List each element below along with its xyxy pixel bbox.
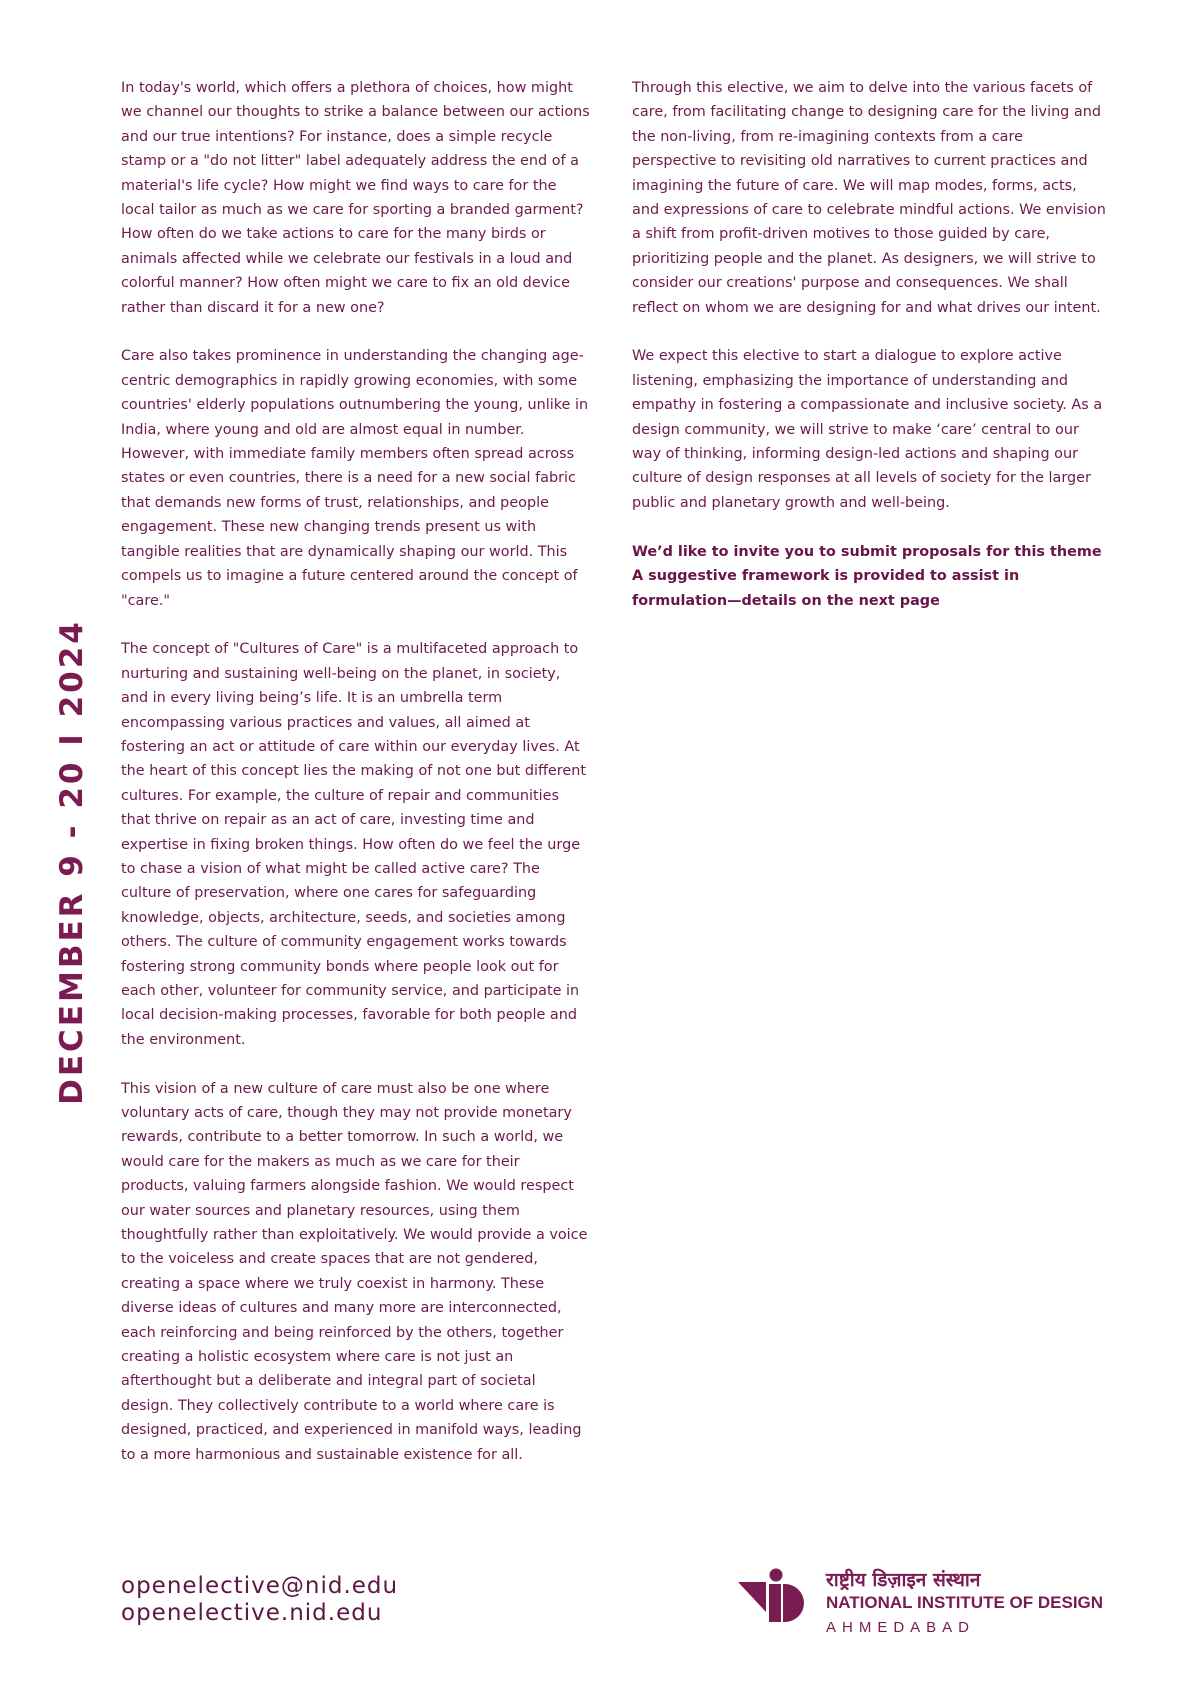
contact-block <box>121 1573 398 1627</box>
vision-paragraph: This vision of a new culture of care must also be one where voluntary acts of care, though they may not provide monetary rewards, contribute to a better tomorrow. In such a world, we would care for the makers as much as we care for their products, valuing farmers alongside fashion. We would respect our water sources and planetary resources, using them thoughtfully rather than exploitatively. We would provide a voice to the voiceless and create spaces that are not gendered, creating a space where we truly coexist in harmony. These diverse ideas of cultures and many more are interconnected, each reinforcing and being reinforced by the others, together creating a holistic ecosystem where care is not just an afterthought but a deliberate and integral part of societal design. They collectively contribute to a world where care is designed, practiced, and experienced in manifold ways, leading to a more harmonious and sustainable existence for all. <box>121 1080 588 1463</box>
contact-website-link[interactable]: openelective.nid.edu <box>121 1600 383 1626</box>
demographics-paragraph: Care also takes prominence in understanding the changing age-centric demographics in rapidly growing economies, with some countries' elderly populations outnumbering the young, unlike in India, where young and old are almost equal in number. However, with immediate family members often spread across states or even countries, there is a need for a new social fabric that demands new forms of trust, relationships, and people engagement. These new changing trends present us with tangible realities that are dynamically shaping our world. This compels us to imagine a future centered around the concept of "care." <box>121 348 589 609</box>
dialogue-paragraph: We expect this elective to start a dialogue to explore active listening, emphasizing the importance of understanding and empathy in fostering a compassionate and inclusive society. As a design community, we will strive to make ‘care’ central to our way of thinking, informing design-led actions and shaping our culture of design responses at all levels of society for the larger public and planetary growth and well-being. <box>632 348 1103 511</box>
contact-email-link[interactable]: openelective@nid.edu <box>121 1573 399 1599</box>
intro-paragraph: In today's world, which offers a plethora of choices, how might we channel our thoughts to strike a balance between our actions and our true intentions? For instance, does a simple recycle stamp or a "do not litter" label adequately address the end of a material's life cycle? How might we find ways to care for the local tailor as much as we care for sporting a branded garment? How often do we take actions to care for the many birds or animals affected while we celebrate our festivals in a loud and colorful manner? How often might we care to fix an old device rather than discard it for a new one? <box>121 80 590 316</box>
logo-city: AHMEDABAD <box>826 1619 976 1636</box>
logo-hindi-name: राष्ट्रीय डिज़ाइन संस्थान <box>826 1569 981 1591</box>
left-text-column <box>121 76 591 1492</box>
elective-aim-paragraph: Through this elective, we aim to delve into the various facets of care, from facilitating change to designing care for the living and the non-living, from re-imagining contexts from a care perspective to revisiting old narratives to current practices and imagining the future of care. We will map modes, forms, acts, and expressions of care to celebrate mindful actions. We envision a shift from profit-driven motives to those guided by care, prioritizing people and the planet. As designers, we will strive to consider our creations' purpose and consequences. We shall reflect on whom we are designing for and what drives our intent. <box>632 80 1106 316</box>
event-dates: DECEMBER 9 - 20 I 2024 <box>54 619 90 1105</box>
nid-logo <box>738 1568 1104 1648</box>
cultures-of-care-paragraph: The concept of "Cultures of Care" is a multifaceted approach to nurturing and sustaining well-being on the planet, in society, and in every living being’s life. It is an umbrella term encompassing various practices and values, all aimed at fostering an act or attitude of care within our everyday lives. At the heart of this concept lies the making of not one but different cultures. For example, the culture of repair and communities that thrive on repair as an act of care, investing time and expertise in fixing broken things. How often do we feel the urge to chase a vision of what might be called active care? The culture of preservation, where one cares for safeguarding knowledge, objects, architecture, seeds, and societies among others. The culture of community engagement works towards fostering strong community bonds where people look out for each other, volunteer for community service, and participate in local decision-making processes, favorable for both people and the environment. <box>121 641 586 1048</box>
nid-logo-text <box>826 1568 1103 1642</box>
nid-logo-mark-icon <box>738 1568 808 1628</box>
invitation-text: We’d like to invite you to submit proposals for this theme A suggestive framework is provided to assist in formulation—details on the next page <box>632 543 1102 609</box>
logo-english-name: NATIONAL INSTITUTE OF DESIGN <box>826 1593 1104 1612</box>
right-text-column <box>632 76 1106 637</box>
